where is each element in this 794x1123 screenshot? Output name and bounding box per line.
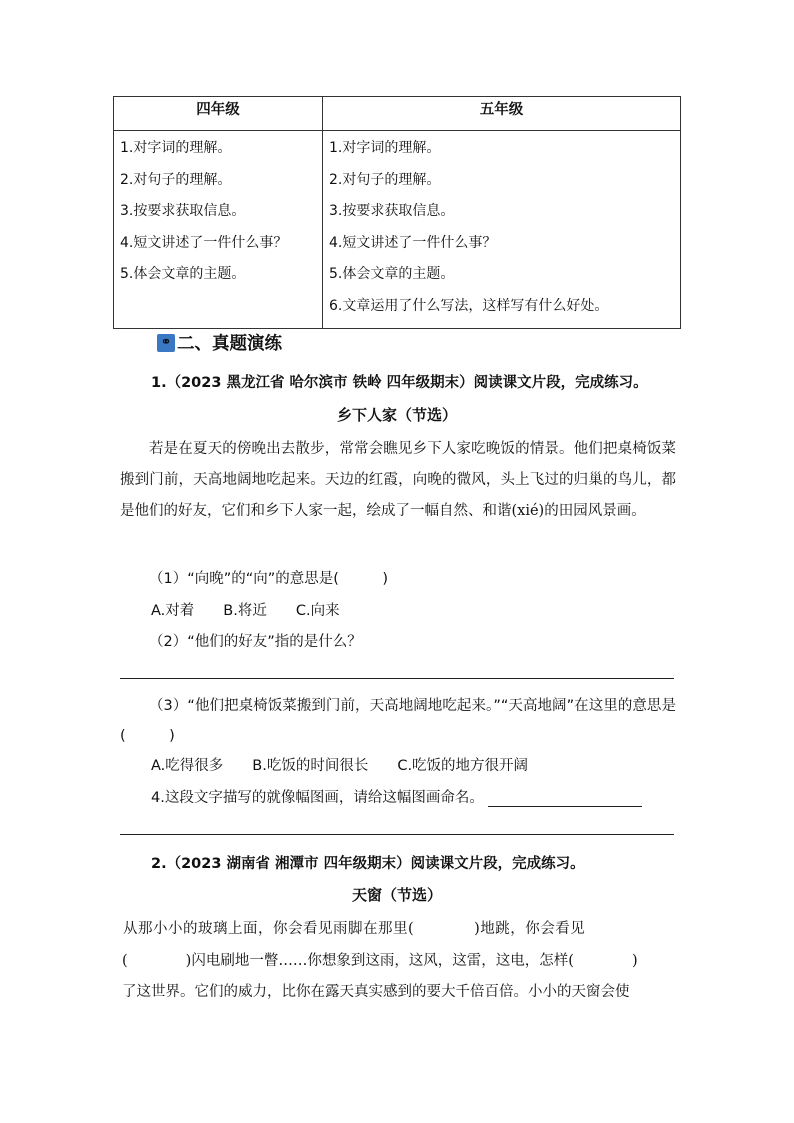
comparison-table <box>113 96 681 329</box>
section-title: 二、真题演练 <box>177 334 282 354</box>
passage-1-title: 乡下人家（节选） <box>336 406 457 424</box>
section-heading <box>157 330 282 355</box>
grade-5-cell <box>323 131 681 329</box>
list-item: 6.文章运用了什么写法，这样写有什么好处。 <box>329 297 609 314</box>
question-1-sub-4 <box>151 786 642 807</box>
list-item: 4.短文讲述了一件什么事？ <box>329 234 497 251</box>
question-1-sub-1-options: A.对着 B.将近 C.向来 <box>151 603 340 619</box>
list-item: 1.对字词的理解。 <box>120 140 232 156</box>
link-icon: ⚭ <box>157 334 175 352</box>
list-item: 2.对句子的理解。 <box>120 171 232 188</box>
answer-line[interactable] <box>120 834 674 835</box>
table-row <box>114 131 681 329</box>
table-header-row <box>114 97 681 131</box>
list-item: 2.对句子的理解。 <box>329 171 441 188</box>
passage-2-line-3: 了这世界。它们的威力，比你在露天真实感到的要大千倍百倍。小小的天窗会使 <box>122 984 630 1000</box>
question-1-sub-3-options: A.吃得很多 B.吃饭的时间很长 C.吃饭的地方很开阔 <box>151 758 529 774</box>
list-item: 4.短文讲述了一件什么事？ <box>120 234 288 251</box>
list-item: 3.按要求获取信息。 <box>120 203 246 219</box>
list-item: 3.按要求获取信息。 <box>329 203 455 219</box>
list-item: 5.体会文章的主题。 <box>329 266 455 282</box>
list-item: 1.对字词的理解。 <box>329 140 441 156</box>
header-grade-4: 四年级 <box>114 97 323 131</box>
passage-2-line-2: ( )闪电刷地一瞥……你想象到这雨，这风，这雷，这电，怎样( ) <box>122 953 638 969</box>
answer-line[interactable] <box>120 678 674 679</box>
question-1-sub-4-text: 4.这段文字描写的就像幅图画，请给这幅图画命名。 <box>151 790 484 806</box>
answer-blank[interactable] <box>488 790 642 807</box>
question-2-heading: 2.（2023 湖南省 湘潭市 四年级期末）阅读课文片段，完成练习。 <box>151 856 585 872</box>
passage-2-title: 天窗（节选） <box>351 886 442 904</box>
question-1-sub-3: （3）“他们把桌椅饭菜搬到门前，天高地阔地吃起来。”“天高地阔”在这里的意思是( ) <box>120 698 676 744</box>
question-1-sub-1: （1）“向晚”的“向”的意思是( ) <box>149 571 389 587</box>
question-1-heading: 1.（2023 黑龙江省 哈尔滨市 铁岭 四年级期末）阅读课文片段，完成练习。 <box>151 375 648 391</box>
list-item: 5.体会文章的主题。 <box>120 266 246 282</box>
passage-1-text: 若是在夏天的傍晚出去散步，常常会瞧见乡下人家吃晚饭的情景。他们把桌椅饭菜搬到门前，天高地阔地吃起来。天边的红霞，向晚的微风，头上飞过的归巢的鸟儿，都是他们的好友，它们和乡下人家一起，绘成了一幅自然、和谐(xié)的田园风景画。 <box>120 441 676 519</box>
passage-2-line-1: 从那小小的玻璃上面，你会看见雨脚在那里( )地跳，你会看见 <box>123 921 586 937</box>
question-1-sub-2: （2）“他们的好友”指的是什么？ <box>149 634 362 650</box>
header-grade-5: 五年级 <box>323 97 681 131</box>
grade-4-cell <box>114 131 323 329</box>
